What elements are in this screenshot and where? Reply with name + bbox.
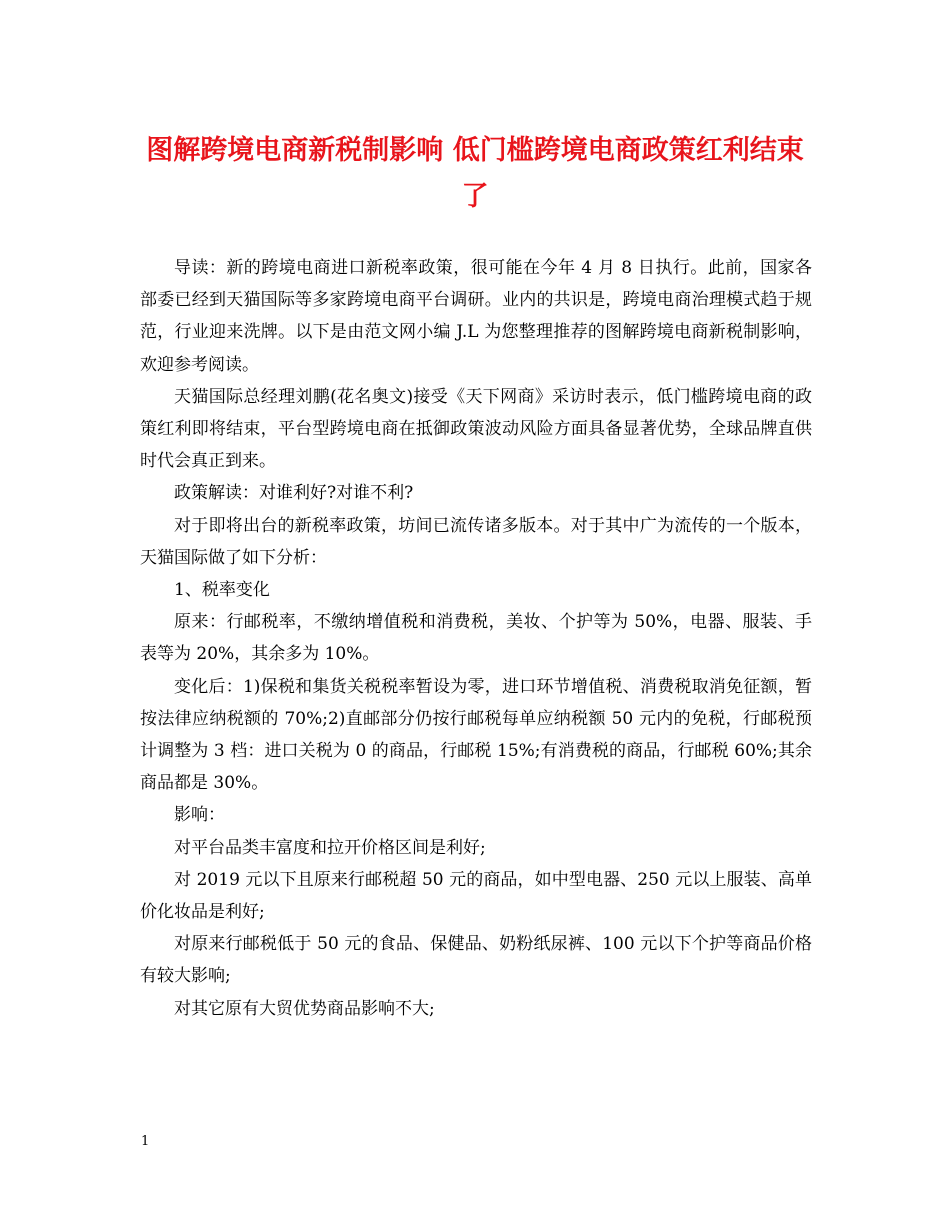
document-body (140, 252, 812, 1025)
paragraph-policy-heading: 政策解读：对谁利好?对谁不利? (174, 483, 414, 504)
paragraph-tmall-statement: 天猫国际总经理刘鹏(花名奥文)接受《天下网商》采访时表示，低门槛跨境电商的政策红利即将结束，平台型跨境电商在抵御政策波动风险方面具备显著优势，全球品牌直供时代会真正到来。 (140, 386, 812, 472)
paragraph-analysis-intro: 对于即将出台的新税率政策，坊间已流传诸多版本。对于其中广为流传的一个版本，天猫国际做了如下分析： (140, 515, 812, 568)
paragraph-original-rates: 原来：行邮税率，不缴纳增值税和消费税，美妆、个护等为 50%，电器、服装、手表等为 20%，其余多为 10%。 (140, 612, 812, 665)
page-number: 1 (141, 1134, 150, 1149)
paragraph-changed-rates: 变化后：1)保税和集货关税税率暂设为零，进口环节增值税、消费税取消免征额，暂按法律应纳税额的 70%;2)直邮部分仍按行邮税每单应纳税额 50 元内的免税，行邮税预计调整为 3 档：进口关税为 0 的商品，行邮税 15%;有消费税的商品，行邮税 60%;其余商品都是 30%。 (140, 676, 812, 794)
paragraph-impact-2: 对 2019 元以下且原来行邮税超 50 元的商品，如中型电器、250 元以上服装、高单价化妆品是利好; (140, 869, 812, 923)
paragraph-impact-1: 对平台品类丰富度和拉开价格区间是利好; (174, 837, 486, 858)
paragraph-impact-4: 对其它原有大贸优势商品影响不大; (174, 998, 435, 1019)
paragraph-intro: 导读：新的跨境电商进口新税率政策，很可能在今年 4 月 8 日执行。此前，国家各部委已经到天猫国际等多家跨境电商平台调研。业内的共识是，跨境电商治理模式趋于规范，行业迎来洗牌。以下是由范文网小编 J.L 为您整理推荐的图解跨境电商新税制影响，欢迎参考阅读。 (140, 258, 812, 375)
paragraph-section-heading: 1、税率变化 (174, 580, 270, 601)
paragraph-impact-heading: 影响： (174, 805, 225, 826)
paragraph-impact-3: 对原来行邮税低于 50 元的食品、保健品、奶粉纸尿裤、100 元以下个护等商品价格有较大影响; (140, 934, 812, 987)
document-title: 图解跨境电商新税制影响 低门槛跨境电商政策红利结束了 (146, 135, 804, 212)
